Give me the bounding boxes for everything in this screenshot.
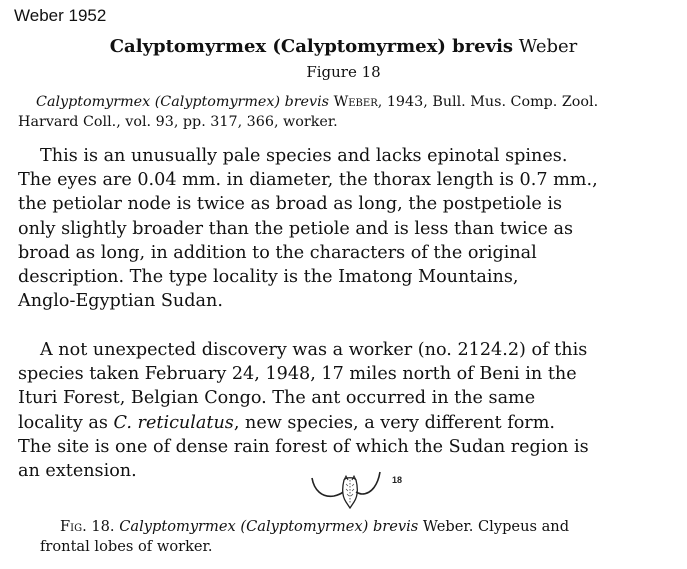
paragraph-2-line-4-post: , new species, a very different form.: [233, 412, 555, 433]
paragraph-2-line: species taken February 24, 1948, 17 miles north of Beni in the: [18, 364, 577, 385]
left-frontal-lobe: [312, 478, 343, 496]
citation: [18, 92, 670, 132]
paragraph-2-line: an extension.: [18, 461, 137, 482]
clypeus-figure-drawing: [306, 468, 406, 510]
species-title-name: Calyptomyrmex (Calyptomyrmex) brevis: [109, 36, 514, 57]
species-title-author: Weber: [518, 36, 578, 57]
caption-taxon: Calyptomyrmex (Calyptomyrmex) brevis: [119, 518, 419, 535]
paragraph-2: [18, 338, 670, 483]
paragraph-1-line: description. The type locality is the Imatong Mountains,: [18, 267, 519, 288]
paragraph-2-line: A not unexpected discovery was a worker (no. 2124.2) of this: [40, 340, 588, 360]
paragraph-1-line: The eyes are 0.04 mm. in diameter, the thorax length is 0.7 mm.,: [18, 170, 598, 191]
paragraph-2-line: Ituri Forest, Belgian Congo. The ant occurred in the same: [18, 388, 536, 409]
paragraph-1-line: broad as long, in addition to the characters of the original: [18, 242, 537, 263]
caption-line-1: [40, 517, 670, 537]
citation-line-1: [18, 92, 670, 112]
figure-reference: Figure 18: [306, 63, 381, 81]
citation-line-1-rest: , 1943, Bull. Mus. Comp. Zool.: [377, 94, 599, 110]
right-frontal-lobe: [356, 472, 380, 494]
species-title: [0, 36, 687, 57]
paragraph-1-line: This is an unusually pale species and lacks epinotal spines.: [40, 146, 568, 166]
paragraph-1-line: the petiolar node is twice as broad as long, the postpetiole is: [18, 194, 562, 215]
caption-line-2: frontal lobes of worker.: [40, 538, 213, 555]
paragraph-1-line: Anglo-Egyptian Sudan.: [18, 291, 223, 312]
paragraph-1: [18, 144, 670, 313]
paragraph-1-line: only slightly broader than the petiole and is less than twice as: [18, 218, 573, 239]
clypeus-stippling-left: [346, 484, 349, 496]
caption-fig-label: Fig. 18.: [60, 518, 115, 535]
species-reference: C. reticulatus: [113, 412, 234, 433]
citation-line-2: Harvard Coll., vol. 93, pp. 317, 366, worker.: [18, 114, 338, 130]
caption-line-1-rest: Weber. Clypeus and: [418, 518, 570, 535]
paragraph-2-line: [18, 411, 670, 435]
citation-taxon: Calyptomyrmex (Calyptomyrmex) brevis: [36, 94, 330, 110]
figure-number-label: 18: [392, 475, 403, 485]
clypeus-stippling-right: [351, 484, 354, 496]
paragraph-2-line-4-pre: locality as: [18, 412, 114, 433]
paragraph-2-line: The site is one of dense rain forest of which the Sudan region is: [18, 436, 589, 457]
citation-author: Weber: [333, 94, 378, 110]
figure-caption: [40, 517, 670, 557]
source-label: Weber 1952: [14, 6, 107, 25]
